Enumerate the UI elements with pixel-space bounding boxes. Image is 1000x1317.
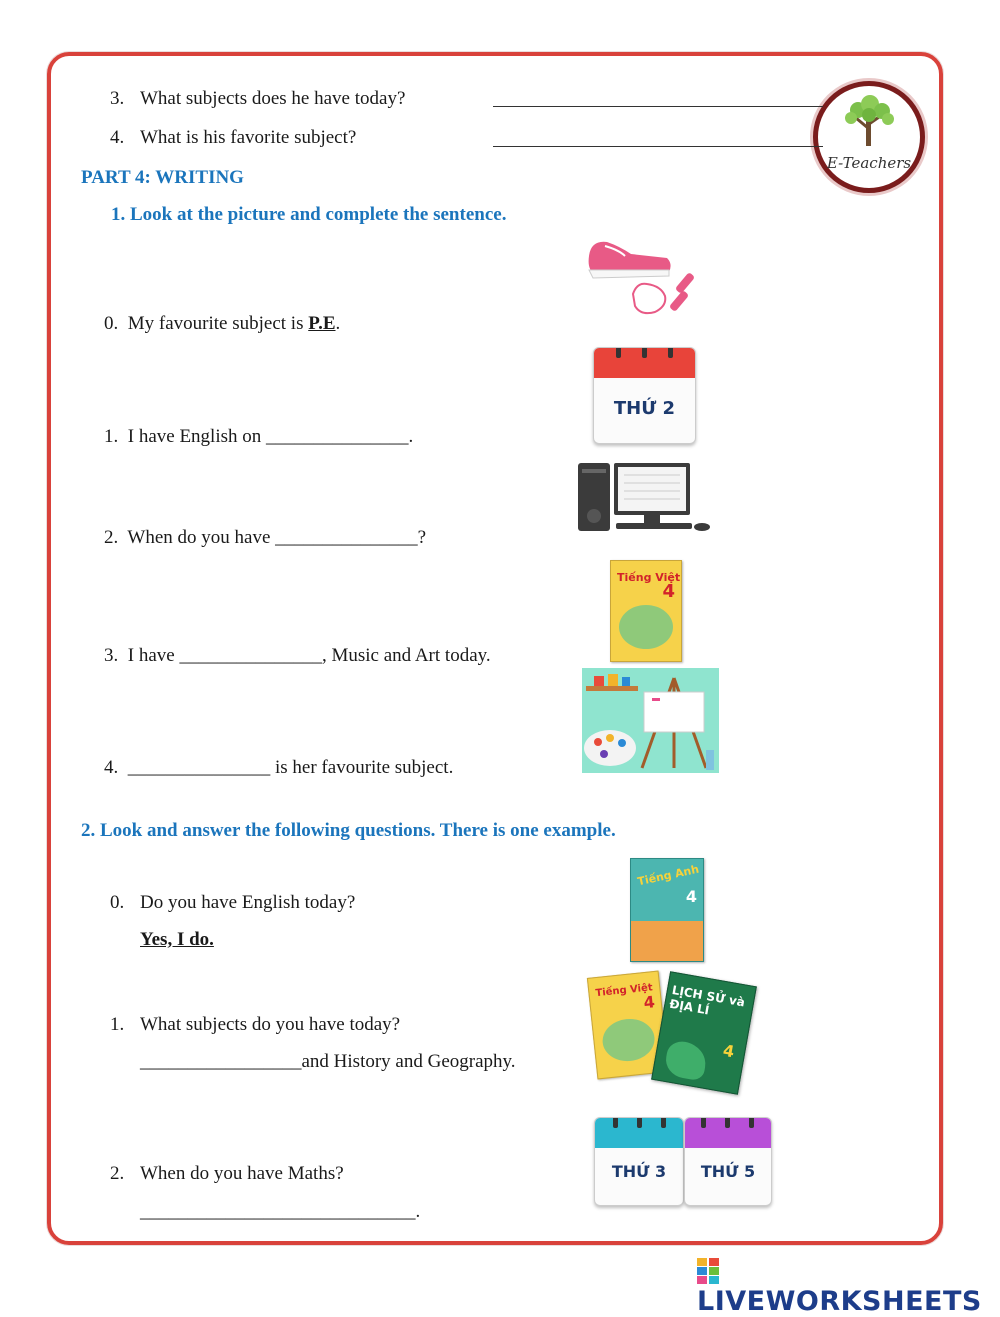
example-answer: P.E xyxy=(308,313,336,334)
q3-text: What subjects does he have today? xyxy=(140,88,406,109)
task2-item-2-number: 2. xyxy=(110,1163,125,1184)
answer-blank[interactable]: _____________________________ xyxy=(140,1201,416,1222)
task1-item-4 xyxy=(104,758,453,777)
task1-item-3 xyxy=(104,646,491,665)
task2-item-1-question: What subjects do you have today? xyxy=(140,1014,401,1035)
answer-rest: and History and Geography. xyxy=(301,1051,516,1072)
q4-text: What is his favorite subject? xyxy=(140,127,357,148)
book-title: Tiếng Việt xyxy=(617,571,681,584)
answer-blank[interactable]: _______________ xyxy=(266,426,409,447)
task1-item-2 xyxy=(104,528,426,547)
pe-shoes-rope-image xyxy=(585,234,705,324)
q3-answer-line[interactable] xyxy=(493,106,823,107)
task2-item-1-answer xyxy=(140,1052,516,1071)
book-grade: 4 xyxy=(662,581,675,602)
item-end: ? xyxy=(417,527,427,548)
history-geography-book-image xyxy=(651,971,757,1095)
liveworksheets-logo-icon xyxy=(697,1258,719,1284)
item-text: is her favourite subject. xyxy=(270,757,454,778)
calendar-label: THỨ 2 xyxy=(613,398,676,419)
logo-text: E-Teachers xyxy=(826,154,912,172)
q4-answer-line[interactable] xyxy=(493,146,823,147)
item-end: , Music and Art today. xyxy=(321,645,491,666)
answer-blank[interactable]: _______________ xyxy=(275,527,418,548)
item-number: 4. xyxy=(104,757,119,778)
item-number: 2. xyxy=(104,527,119,548)
answer-blank[interactable]: _______________ xyxy=(179,645,322,666)
book-title: LỊCH SỬ và ĐỊA LÍ xyxy=(668,982,747,1018)
q4-number: 4. xyxy=(110,127,125,148)
item-text: My favourite subject is xyxy=(127,313,309,334)
q3-number: 3. xyxy=(110,88,125,109)
task2-item-0-number: 0. xyxy=(110,892,125,913)
item-text: I have xyxy=(127,645,180,666)
part4-heading: PART 4: WRITING xyxy=(81,167,244,188)
calendar-label: THỨ 5 xyxy=(700,1162,756,1181)
english-book-image xyxy=(630,858,704,962)
book-grade: 4 xyxy=(721,1040,736,1062)
book-title: Tiếng Anh xyxy=(636,862,701,889)
task1-title: 1. Look at the picture and complete the sentence. xyxy=(111,204,507,225)
liveworksheets-brand[interactable] xyxy=(697,1257,1000,1317)
answer-blank[interactable]: _________________ xyxy=(140,1051,302,1072)
vietnamese-book-image xyxy=(610,560,682,662)
answer-rest: . xyxy=(415,1201,421,1222)
book-title: Tiếng Việt xyxy=(594,982,654,1000)
calendar-monday xyxy=(593,347,696,444)
task1-item-1 xyxy=(104,427,413,446)
item-text: I have English on xyxy=(127,426,267,447)
computer-image xyxy=(578,461,713,533)
item-end: . xyxy=(408,426,414,447)
calendar-tuesday xyxy=(594,1117,684,1206)
task2-item-0-question: Do you have English today? xyxy=(140,892,356,913)
task2-item-1-number: 1. xyxy=(110,1014,125,1035)
item-number: 0. xyxy=(104,313,119,334)
task1-item-0 xyxy=(104,314,340,333)
tree-icon xyxy=(818,88,920,158)
task2-item-2-answer xyxy=(140,1202,420,1221)
item-end: . xyxy=(335,313,341,334)
answer-blank[interactable]: _______________ xyxy=(127,757,271,778)
book-grade: 4 xyxy=(685,887,697,906)
book-grade: 4 xyxy=(642,992,656,1013)
item-number: 3. xyxy=(104,645,119,666)
calendar-label: THỨ 3 xyxy=(611,1162,667,1181)
item-text: When do you have xyxy=(127,527,276,548)
calendar-thursday xyxy=(684,1117,772,1206)
task2-title: 2. Look and answer the following questions. There is one example. xyxy=(81,820,616,841)
item-number: 1. xyxy=(104,426,119,447)
brand-text: LIVEWORKSHEETS xyxy=(697,1286,982,1317)
task2-item-0-answer: Yes, I do. xyxy=(140,929,214,950)
art-class-image xyxy=(582,668,719,773)
e-teachers-logo xyxy=(813,81,925,193)
task2-item-2-question: When do you have Maths? xyxy=(140,1163,344,1184)
